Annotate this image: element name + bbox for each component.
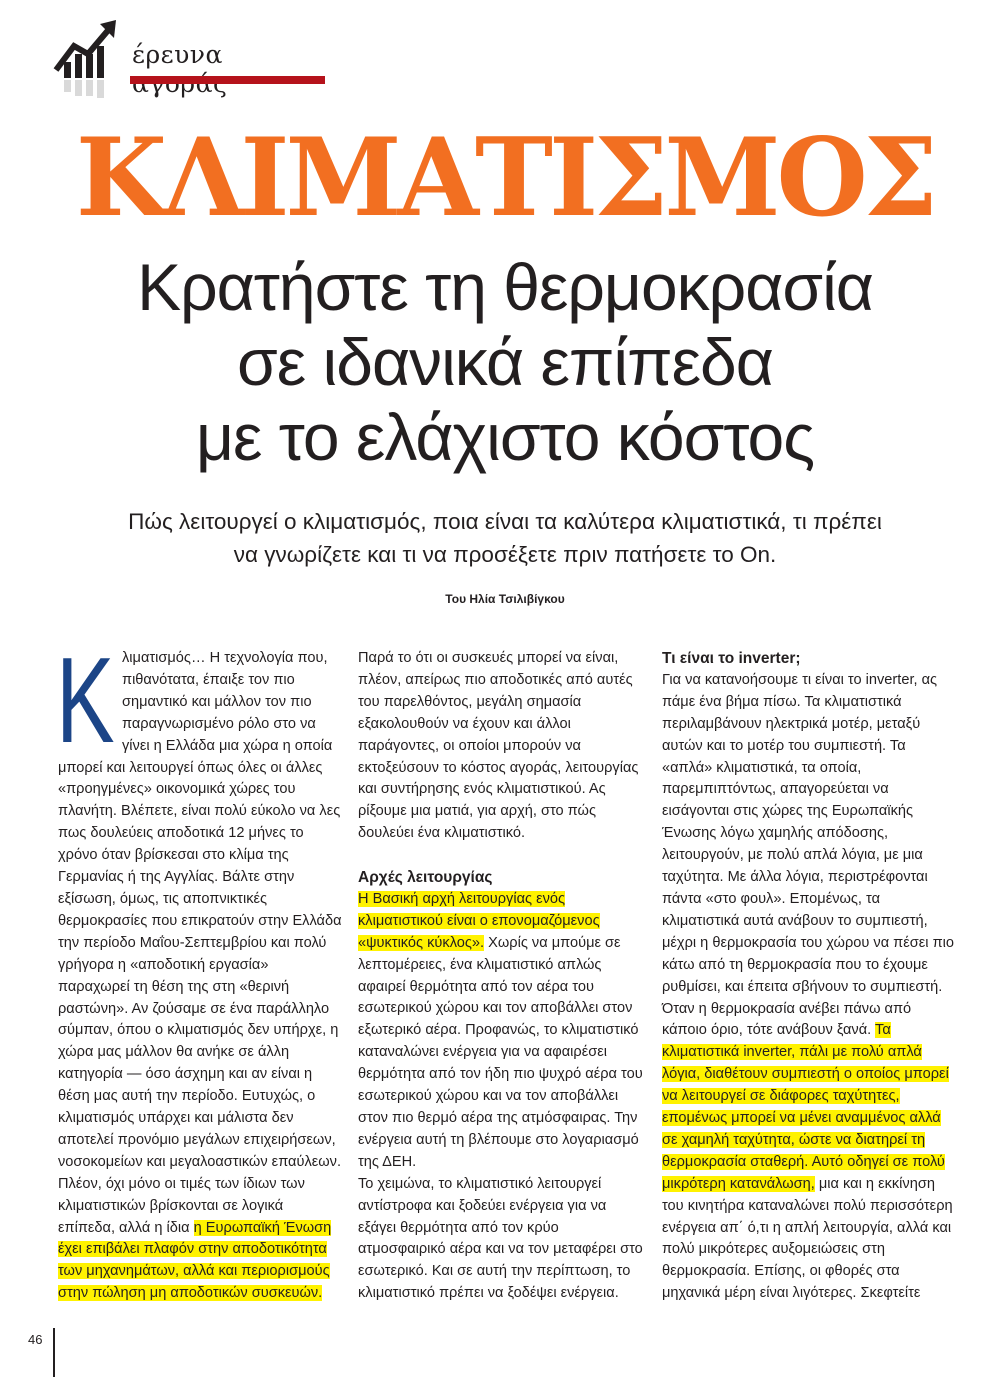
article-paragraph [358, 889, 648, 1174]
highlighted-text: η Ευρωπαϊκή Ένωση έχει επιβάλει πλαφόν στην αποδοτικότητα των μηχανημάτων, αλλά και περιορισμούς στην πώληση μη αποδοτικών συσκευών. [58, 1219, 332, 1302]
article-column-2 [358, 648, 648, 1305]
headline-line: με το ελάχιστο κόστος [195, 400, 815, 474]
section-label: έρευνα [132, 40, 223, 69]
byline: Του Ηλία Τσιλιβίγκου [445, 592, 565, 606]
headline [40, 250, 970, 475]
headline-line: Κρατήστε τη θερμοκρασία [137, 250, 873, 324]
section-underline [130, 76, 325, 84]
drop-cap: Κ [56, 632, 115, 768]
highlighted-text: Η Βασική αρχή λειτουργίας ενός κλιματιστικού είναι ο επονομαζόμενος «ψυκτικός κύκλος». [358, 890, 600, 951]
article-column-3 [662, 648, 958, 1305]
headline-line: σε ιδανικά επίπεδα [237, 325, 773, 399]
standfirst-line: να γνωρίζετε και τι να προσέξετε πριν πατήσετε το On. [233, 542, 777, 567]
standfirst-line: Πώς λειτουργεί ο κλιματισμός, ποια είναι τα καλύτερα κλιματιστικά, τι πρέπει [128, 509, 882, 534]
rising-chart-arrow-icon [52, 18, 122, 100]
page-number: 46 [28, 1332, 43, 1347]
article-paragraph [56, 632, 344, 1305]
highlighted-text: Τα κλιματιστικά inverter, πάλι με πολύ απλά λόγια, διαθέτουν συμπιεστή ο οποίος μπορεί να λειτουργεί σε διάφορες ταχύτητες, επομένως μπορεί να μένει αναμμένος αλλά σε χαμηλή ταχύτητα, ώστε να διατηρεί τη θερμοκρασία σταθερή. Αυτό οδηγεί σε πολύ μικρότερη κατανάλωση, [662, 1022, 949, 1192]
folio-rule [53, 1328, 55, 1377]
article-paragraph: Το χειμώνα, το κλιματιστικό λειτουργεί αντίστροφα και ξοδεύει ενέργεια για να εξάγει θερμότητα από τον κρύο ατμοσφαιρικό αέρα και να τον μεταφέρει στο εσωτερικό. Και σε αυτή την περίπτωση, το κλιματιστικό πρέπει να ξοδέψει ενέργεια. [358, 1175, 643, 1302]
section-tag [52, 18, 322, 100]
kicker-title: ΚΛΙΜΑΤΙΣΜΟΣ [75, 115, 935, 241]
paragraph-text: λιματισμός… Η τεχνολογία που, πιθανότατα, έπαιξε τον πιο σημαντικό και μάλλον τον πιο παραγνωρισμένο ρόλο στο να γίνει η Ελλάδα μια χώρα η οποία μπορεί και λειτουργεί όπως όλες οι άλλες «προηγμένες» οικονομικά χώρες του πλανήτη. Βλέπετε, είναι πολύ εύκολο να λες πως δουλεύεις αποδοτικά 12 μήνες το χρόνο όταν βρίσκεσαι στο κλίμα της Γερμανίας ή της Αγγλίας. Βάλτε στην εξίσωση, όμως, τις αποπνικτικές θερμοκρασίες που επικρατούν στην Ελλάδα την περίοδο Μαΐου-Σεπτεμβρίου και πολύ γρήγορα η «αποδοτική εργασία» παραχωρεί τη θέση της στη «θερινή ραστώνη». Αν ζούσαμε σε ένα παράλληλο σύμπαν, όπου ο κλιματισμός δεν υπήρχε, η χώρα μας μάλλον θα ανήκε σε άλλη κατηγορία — όσο άσχημη και αν είναι η θέση μας αυτή την περίοδο. Ευτυχώς, ο κλιματισμός υπάρχει και μάλιστα δεν αποτελεί προνόμιο μεγάλων επιχειρήσεων, νοσοκομείων και μεγαλοαστικών επαύλεων. Πλέον, όχι μόνο οι τιμές των ίδιων των κλιματιστικών βρίσκονται σε λογικά επίπεδα, αλλά η ίδια [58, 650, 342, 1236]
article-paragraph: Παρά το ότι οι συσκευές μπορεί να είναι, πλέον, απείρως πιο αποδοτικές από αυτές του παρελθόντος, μεγάλη σημασία εξακολουθούν να έχουν και άλλοι παράγοντες, οι οποίοι μπορούν να εκτοξεύσουν το κόστος αγοράς, λειτουργίας και συντήρησης ενός κλιματιστικού. Ας ρίξουμε μια ματιά, για αρχή, στο πώς δουλεύει ένα κλιματιστικό. [358, 650, 639, 842]
article-paragraph [662, 670, 958, 1305]
subheading: Αρχές λειτουργίας [358, 869, 493, 887]
paragraph-text: Για να κατανοήσουμε τι είναι το inverter, ας πάμε ένα βήμα πίσω. Τα κλιματιστικά περιλαμβάνουν ηλεκτρικά μοτέρ, μεταξύ αυτών και το μοτέρ του συμπιεστή. Τα «απλά» κλιματιστικά, τα οποία, παρεμπιπτόντως, απαγορεύεται να εισάγονται στις χώρες της Ευρωπαϊκής Ένωσης λόγω χαμηλής απόδοσης, λειτουργούν, με πολύ απλά λόγια, με μια ταχύτητα. Με άλλα λόγια, περιστρέφονται πάντα «στο φουλ». Επομένως, τα κλιματιστικά αυτά ανάβουν το συμπιεστή, μέχρι η θερμοκρασία του χώρου να πέσει πιο κάτω από τη θερμοκρασία που το έχουμε ρυθμίσει, και έπειτα σβήνουν το συμπιεστή. Όταν η θερμοκρασία ανέβει πάνω από κάποιο όριο, τότε ανάβουν ξανά. [662, 671, 954, 1039]
paragraph-text: μια και η εκκίνηση του κινητήρα καταναλώνει πολύ περισσότερη ενέργεια απ΄ ό,τι η απλή λειτουργία, αλλά και πολύ μικρότερες αυξομειώσεις στη θερμοκρασία. Επίσης, οι φθορές στα μηχανικά μέρη είναι λιγότερες. Σκεφτείτε [662, 1175, 953, 1302]
standfirst [40, 505, 970, 571]
paragraph-gap [358, 845, 648, 867]
paragraph-text: Χωρίς να μπούμε σε λεπτομέρειες, ένα κλιματιστικό απλώς αφαιρεί θερμότητα από τον αέρα του εσωτερικού χώρου και τον αποβάλλει στον εξωτερικό αέρα. Προφανώς, το κλιματιστικό καταναλώνει ενέργεια για να αφαιρέσει θερμότητα από τον ήδη πιο ψυχρό αέρα του εσωτερικού χώρου και να τον αποβάλλει στον πιο θερμό αέρα της ατμόσφαιρας. Την ενέργεια αυτή τη βλέπουμε στο λογαριασμό της ΔΕΗ. [358, 934, 643, 1170]
article-column-1 [56, 632, 344, 1305]
subheading: Τι είναι το inverter; [662, 650, 801, 667]
